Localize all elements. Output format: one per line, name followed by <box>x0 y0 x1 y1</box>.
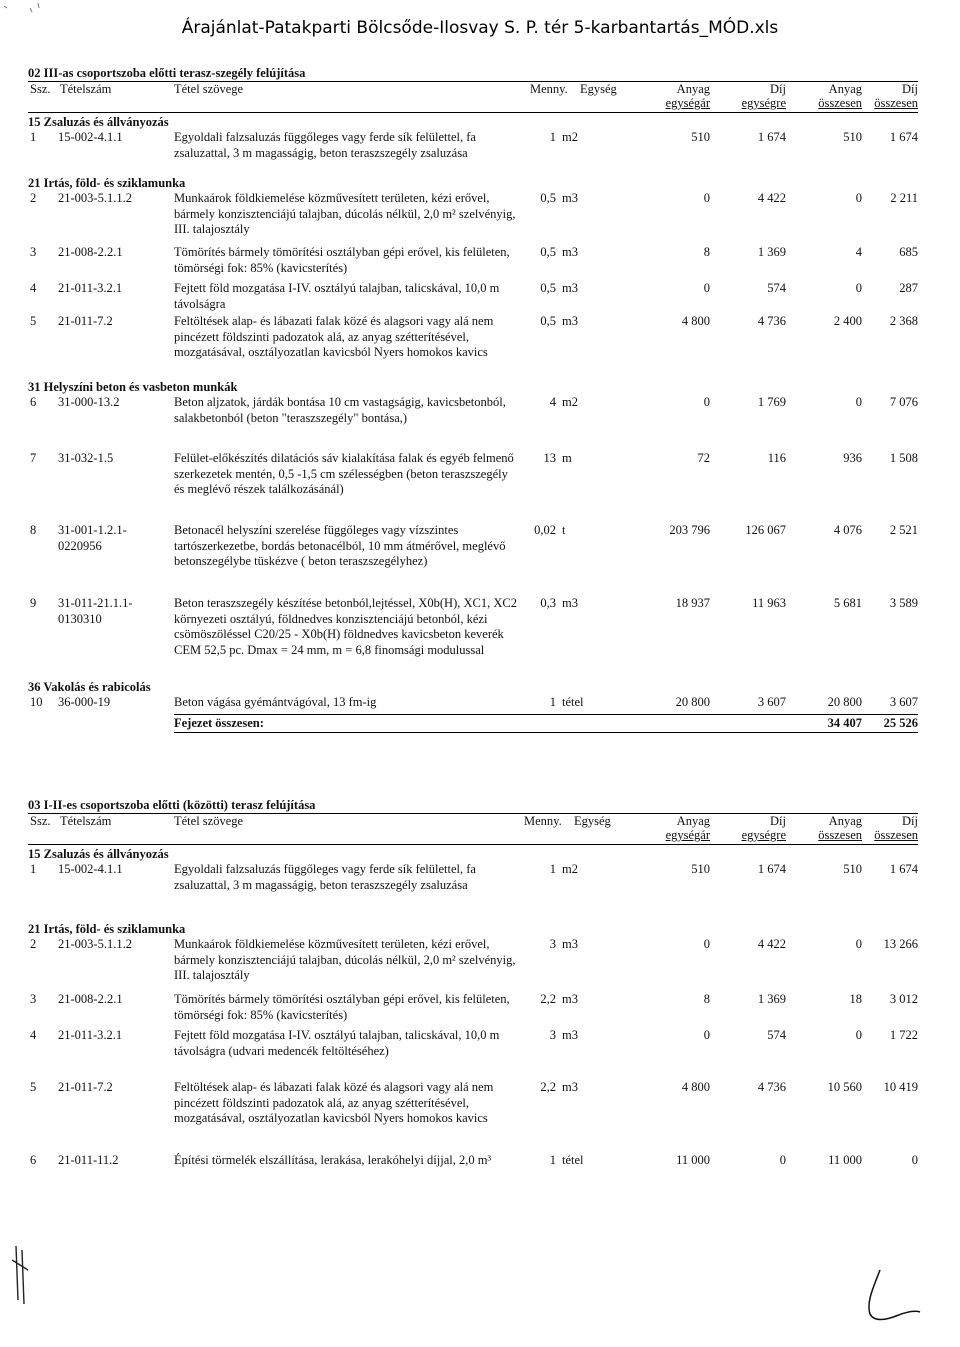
cell-anyag-egysegar: 72 <box>697 451 710 465</box>
cell-anyag-osszesen: 0 <box>855 191 862 205</box>
col-ssz: Ssz. <box>30 814 51 828</box>
cell-anyag-egysegar: 11 000 <box>676 1153 710 1167</box>
table-row <box>28 1153 918 1173</box>
cell-unit: m2 <box>562 395 578 409</box>
cell-ssz: 5 <box>30 1080 37 1094</box>
cell-dij-egysegre: 0 <box>779 1153 786 1167</box>
cell-unit: m3 <box>562 191 578 205</box>
cell-code: 15-002-4.1.1 <box>58 862 123 876</box>
cell-dij-osszesen: 685 <box>899 245 918 259</box>
cell-unit: m3 <box>562 1080 578 1094</box>
cell-anyag-egysegar: 510 <box>691 862 710 876</box>
cell-description: Feltöltések alap- és lábazati falak közé és alagsori vagy alá nem pincézett földszinti padozatok alá, az anyag szétterítésével, mozgatásával, osztályozatlan kavicsból Nyers homokos kavics <box>174 314 494 359</box>
cell-dij-osszesen: 1 674 <box>889 130 918 144</box>
cell-dij-egysegre: 4 422 <box>757 937 786 951</box>
cell-code: 21-011-7.2 <box>58 1080 113 1094</box>
table-row <box>28 862 918 920</box>
cell-anyag-egysegar: 0 <box>703 281 710 295</box>
col-menny: Menny. <box>530 82 568 96</box>
cell-dij-egysegre: 1 369 <box>757 992 786 1006</box>
col-szoveg: Tétel szövege <box>174 82 244 96</box>
cell-unit: t <box>562 523 566 537</box>
cell-ssz: 1 <box>30 862 37 876</box>
cell-unit: m <box>562 451 572 465</box>
table-row <box>28 695 918 712</box>
chapter-total <box>28 712 918 746</box>
cell-anyag-osszesen: 0 <box>855 937 862 951</box>
cell-description: Feltöltések alap- és lábazati falak közé és alagsori vagy alá nem pincézett földszinti padozatok alá, az anyag szétterítésével, mozgatásával, osztályozatlan kavicsból Nyers homokos kavics <box>174 1080 494 1125</box>
cell-ssz: 6 <box>30 1153 37 1167</box>
table-row <box>28 523 918 596</box>
cell-unit: m3 <box>562 245 578 259</box>
cell-qty: 1 <box>549 862 556 876</box>
cell-dij-osszesen: 10 419 <box>883 1080 918 1094</box>
cell-dij-egysegre: 1 674 <box>757 862 786 876</box>
col-egyseg: Egység <box>574 814 611 828</box>
cell-anyag-osszesen: 10 560 <box>827 1080 862 1094</box>
cell-anyag-egysegar: 4 800 <box>681 1080 710 1094</box>
cell-anyag-osszesen: 18 <box>849 992 862 1006</box>
cell-description: Beton vágása gyémántvágóval, 13 fm-ig <box>174 695 377 709</box>
table-row <box>28 1028 918 1080</box>
cell-unit: m3 <box>562 314 578 328</box>
cell-description: Munkaárok földkiemelése közművesített területen, kézi erővel, bármely konzisztenciájú talajban, dúcolás nélkül, 2,0 m² szelvényig, III. talajosztály <box>174 191 516 236</box>
cell-dij-egysegre: 4 422 <box>757 191 786 205</box>
cell-anyag-osszesen: 4 <box>855 245 862 259</box>
cell-dij-egysegre: 116 <box>767 451 786 465</box>
table-row <box>28 596 918 678</box>
cell-code: 31-011-21.1.1- 0130310 <box>58 596 133 626</box>
col-szoveg: Tétel szövege <box>174 814 244 828</box>
cell-ssz: 4 <box>30 281 37 295</box>
cell-code: 21-008-2.2.1 <box>58 992 123 1006</box>
cell-qty: 13 <box>543 451 556 465</box>
cell-anyag-egysegar: 0 <box>703 1028 710 1042</box>
cell-description: Beton teraszszegély készítése betonból,lejtéssel, X0b(H), XC1, XC2 környezeti osztályú, földnedves konzisztenciájú betonból, kézi csömöszöléssel C20/25 - X0b(H) földnedves kavicsbeton keverék CEM 52,5 pc. Dmax = 24 mm, m = 6,8 finomsági modulussal <box>174 596 517 657</box>
cell-anyag-osszesen: 4 076 <box>833 523 862 537</box>
cell-dij-osszesen: 1 722 <box>889 1028 918 1042</box>
col-ssz: Ssz. <box>30 82 51 96</box>
cell-dij-egysegre: 11 963 <box>752 596 786 610</box>
cell-anyag-egysegar: 18 937 <box>675 596 710 610</box>
group-title: 15 Zsaluzás és állványozás <box>28 847 169 861</box>
cell-qty: 3 <box>549 937 556 951</box>
chapter-title: 03 I-II-es csoportszoba előtti (közötti) terasz felújítása <box>28 798 316 812</box>
divider <box>174 714 918 715</box>
cell-anyag-osszesen: 510 <box>843 130 862 144</box>
column-header <box>28 814 918 844</box>
cell-ssz: 2 <box>30 937 37 951</box>
signature-mark <box>856 1266 926 1326</box>
cell-code: 21-011-3.2.1 <box>58 1028 123 1042</box>
cell-anyag-egysegar: 8 <box>703 245 710 259</box>
document-title: Árajánlat-Patakparti Bölcsőde-Ilosvay S. P. tér 5-karbantartás_MÓD.xls <box>181 18 779 38</box>
col-anyag-egysegar: Anyag egységár <box>665 814 710 842</box>
cell-description: Fejtett föld mozgatása I-IV. osztályú talajban, talicskával, 10,0 m távolságra <box>174 281 500 311</box>
cell-unit: m3 <box>562 281 578 295</box>
table-row <box>28 992 918 1028</box>
group-title: 21 Irtás, föld- és sziklamunka <box>28 922 186 936</box>
table-row <box>28 1080 918 1153</box>
cell-dij-egysegre: 3 607 <box>757 695 786 709</box>
cell-description: Egyoldali falzsaluzás függőleges vagy ferde sík felülettel, fa zsaluzattal, 3 m magasságig, beton teraszszegély zsaluzása <box>174 130 476 160</box>
binding-marks <box>2 1240 42 1310</box>
cell-code: 21-011-7.2 <box>58 314 113 328</box>
cell-dij-osszesen: 2 521 <box>889 523 918 537</box>
col-dij-osszesen: Díj összesen <box>874 82 918 110</box>
cell-code: 21-003-5.1.1.2 <box>58 191 132 205</box>
cell-ssz: 5 <box>30 314 37 328</box>
cell-dij-egysegre: 574 <box>767 281 786 295</box>
table-row <box>28 130 918 174</box>
cell-dij-osszesen: 2 211 <box>890 191 918 205</box>
cell-description: Munkaárok földkiemelése közművesített területen, kézi erővel, bármely konzisztenciájú talajban, dúcolás nélkül, 2,0 m² szelvényig, III. talajosztály <box>174 937 516 982</box>
cell-code: 15-002-4.1.1 <box>58 130 123 144</box>
chapter-title: 02 III-as csoportszoba előtti terasz-szegély felújítása <box>28 66 306 80</box>
cell-anyag-osszesen: 0 <box>855 395 862 409</box>
cell-anyag-egysegar: 4 800 <box>681 314 710 328</box>
cell-dij-osszesen: 287 <box>899 281 918 295</box>
cell-anyag-egysegar: 8 <box>703 992 710 1006</box>
cell-ssz: 7 <box>30 451 37 465</box>
cell-description: Fejtett föld mozgatása I-IV. osztályú talajban, talicskával, 10,0 m távolságra (udvari medencék feltöltéséhez) <box>174 1028 500 1058</box>
cell-qty: 0,5 <box>540 191 556 205</box>
cell-dij-egysegre: 1 369 <box>757 245 786 259</box>
cell-anyag-egysegar: 0 <box>703 395 710 409</box>
table-row <box>28 395 918 451</box>
cell-unit: m2 <box>562 862 578 876</box>
total-label: Fejezet összesen: <box>174 716 264 730</box>
cell-description: Beton aljzatok, járdák bontása 10 cm vastagságig, kavicsbetonból, salakbetonból (beton "teraszszegély" bontása,) <box>174 395 506 425</box>
cell-ssz: 10 <box>30 695 43 709</box>
cell-dij-egysegre: 4 736 <box>757 1080 786 1094</box>
col-menny: Menny. <box>524 814 562 828</box>
chapter-02 <box>28 66 918 746</box>
cell-anyag-osszesen: 510 <box>843 862 862 876</box>
cell-ssz: 3 <box>30 245 37 259</box>
cell-qty: 2,2 <box>540 992 556 1006</box>
cell-code: 36-000-19 <box>58 695 111 709</box>
cell-code: 31-032-1.5 <box>58 451 114 465</box>
cell-qty: 0,5 <box>540 281 556 295</box>
table-row <box>28 245 918 281</box>
cell-qty: 1 <box>549 1153 556 1167</box>
table-row <box>28 451 918 523</box>
cell-dij-osszesen: 13 266 <box>883 937 918 951</box>
col-tetelszam: Tételszám <box>60 814 112 828</box>
group-title: 36 Vakolás és rabicolás <box>28 680 151 694</box>
cell-dij-osszesen: 2 368 <box>889 314 918 328</box>
cell-dij-osszesen: 1 674 <box>889 862 918 876</box>
cell-qty: 3 <box>549 1028 556 1042</box>
cell-anyag-egysegar: 0 <box>703 191 710 205</box>
cell-qty: 1 <box>549 695 556 709</box>
cell-ssz: 4 <box>30 1028 37 1042</box>
cell-dij-osszesen: 3 607 <box>889 695 918 709</box>
cell-code: 31-000-13.2 <box>58 395 120 409</box>
cell-anyag-osszesen: 0 <box>855 1028 862 1042</box>
total-anyag: 34 407 <box>827 716 862 730</box>
cell-anyag-osszesen: 5 681 <box>833 596 862 610</box>
cell-qty: 0,5 <box>540 314 556 328</box>
cell-dij-osszesen: 0 <box>911 1153 918 1167</box>
cell-ssz: 1 <box>30 130 37 144</box>
group-title: 31 Helyszíni beton és vasbeton munkák <box>28 380 238 394</box>
col-dij-osszesen: Díj összesen <box>874 814 918 842</box>
total-dij: 25 526 <box>883 716 918 730</box>
cell-ssz: 9 <box>30 596 37 610</box>
cell-dij-egysegre: 126 067 <box>745 523 786 537</box>
cell-anyag-osszesen: 0 <box>855 281 862 295</box>
col-tetelszam: Tételszám <box>60 82 112 96</box>
cell-code: 21-008-2.2.1 <box>58 245 123 259</box>
cell-description: Tömörítés bármely tömörítési osztályban gépi erővel, kis felületen, tömörségi fok: 85% (kavicsterítés) <box>174 245 510 275</box>
cell-code: 21-003-5.1.1.2 <box>58 937 132 951</box>
table-row <box>28 191 918 245</box>
cell-unit: m2 <box>562 130 578 144</box>
cell-unit: m3 <box>562 596 578 610</box>
cell-code: 21-011-3.2.1 <box>58 281 123 295</box>
cell-dij-osszesen: 3 012 <box>889 992 918 1006</box>
cell-qty: 0,5 <box>540 245 556 259</box>
cell-description: Betonacél helyszíni szerelése függőleges vagy vízszintes tartószerkezetbe, bordás betonacélból, 10 mm átmérővel, meglévő betonszegélybe tüskézve ( beton teraszszegélyhez) <box>174 523 506 568</box>
cell-qty: 4 <box>549 395 556 409</box>
cell-ssz: 2 <box>30 191 37 205</box>
cell-qty: 0,02 <box>534 523 556 537</box>
cell-dij-egysegre: 4 736 <box>757 314 786 328</box>
cell-description: Egyoldali falzsaluzás függőleges vagy ferde sík felülettel, fa zsaluzattal, 3 m magasságig, beton teraszszegély zsaluzása <box>174 862 476 892</box>
col-anyag-osszesen: Anyag összesen <box>818 82 862 110</box>
cell-dij-osszesen: 1 508 <box>889 451 918 465</box>
cell-qty: 1 <box>549 130 556 144</box>
cell-dij-egysegre: 1 769 <box>757 395 786 409</box>
cell-anyag-osszesen: 20 800 <box>827 695 862 709</box>
cell-unit: m3 <box>562 937 578 951</box>
cell-code: 21-011-11.2 <box>58 1153 119 1167</box>
cell-anyag-osszesen: 2 400 <box>833 314 862 328</box>
cell-description: Felület-előkészítés dilatációs sáv kialakítása falak és egyéb felmenő szerkezetek mentén, 0,5 -1,5 cm szélességben (beton teraszszegély és meglévő részek találkozásánál) <box>174 451 514 496</box>
group-title: 21 Irtás, föld- és sziklamunka <box>28 176 186 190</box>
cell-anyag-egysegar: 0 <box>703 937 710 951</box>
table-row <box>28 314 918 378</box>
chapter-03 <box>28 798 918 1173</box>
col-egyseg: Egység <box>580 82 617 96</box>
cell-anyag-osszesen: 11 000 <box>828 1153 862 1167</box>
cell-dij-egysegre: 574 <box>767 1028 786 1042</box>
cell-unit: tétel <box>562 695 584 709</box>
cell-unit: m3 <box>562 1028 578 1042</box>
cell-description: Építési törmelék elszállítása, lerakása, lerakóhelyi díjjal, 2,0 m³ <box>174 1153 492 1167</box>
cell-anyag-egysegar: 203 796 <box>669 523 710 537</box>
scan-specks <box>0 0 60 30</box>
col-dij-egysegre: Díj egységre <box>741 82 786 110</box>
cell-ssz: 8 <box>30 523 37 537</box>
cell-dij-osszesen: 7 076 <box>889 395 918 409</box>
cell-description: Tömörítés bármely tömörítési osztályban gépi erővel, kis felületen, tömörségi fok: 85% (kavicsterítés) <box>174 992 510 1022</box>
cell-unit: tétel <box>562 1153 584 1167</box>
cell-dij-osszesen: 3 589 <box>889 596 918 610</box>
cell-unit: m3 <box>562 992 578 1006</box>
cell-anyag-osszesen: 936 <box>843 451 862 465</box>
cell-anyag-egysegar: 20 800 <box>675 695 710 709</box>
cell-anyag-egysegar: 510 <box>691 130 710 144</box>
col-anyag-osszesen: Anyag összesen <box>818 814 862 842</box>
cell-ssz: 3 <box>30 992 37 1006</box>
cell-dij-egysegre: 1 674 <box>757 130 786 144</box>
column-header <box>28 82 918 112</box>
divider <box>174 732 918 733</box>
cell-qty: 2,2 <box>540 1080 556 1094</box>
col-anyag-egysegar: Anyag egységár <box>665 82 710 110</box>
cell-code: 31-001-1.2.1- 0220956 <box>58 523 127 553</box>
col-dij-egysegre: Díj egységre <box>741 814 786 842</box>
cell-ssz: 6 <box>30 395 37 409</box>
table-row <box>28 937 918 992</box>
cell-qty: 0,3 <box>540 596 556 610</box>
group-title: 15 Zsaluzás és állványozás <box>28 115 169 129</box>
table-row <box>28 281 918 314</box>
